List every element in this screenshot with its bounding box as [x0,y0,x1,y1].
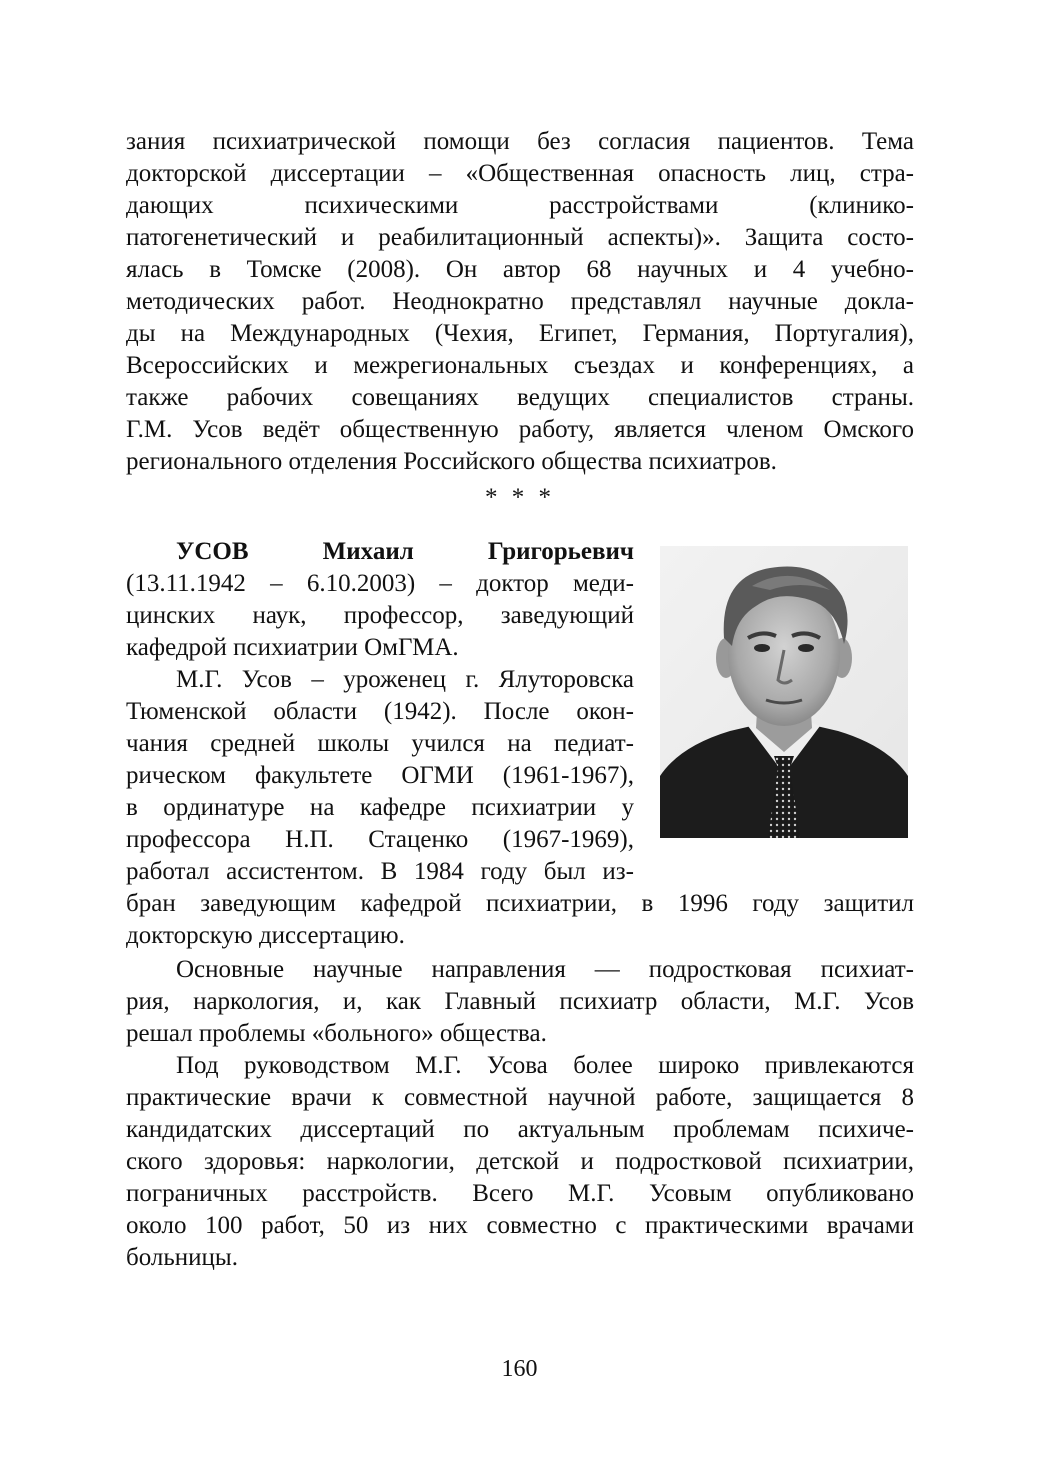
top-paragraph [126,126,914,478]
text-line: рия, наркология, и, как Главный психиатр области, М.Г. Усов [126,988,914,1015]
text-line: больницы. [126,1244,238,1271]
section-separator: * * * [485,484,555,511]
bio-column [126,536,634,888]
text-line: профессора Н.П. Стаценко (1967-1969), [126,826,634,853]
text-line: чания средней школы учился на педиат- [126,730,634,757]
text-line: решал проблемы «больного» общества. [126,1020,547,1047]
text-line: Под руководством М.Г. Усова более широко привлекаются [176,1052,914,1079]
text-line: Основные научные направления — подростковая психиат- [176,956,914,983]
text-line: работал ассистентом. В 1984 году был из- [126,858,634,885]
text-line: бран заведующим кафедрой психиатрии, в 1996 году защитил [126,890,914,917]
paragraph-leadership [126,1050,914,1274]
text-line: Г.М. Усов ведёт общественную работу, является членом Омского [126,416,914,443]
text-line: также рабочих совещаниях ведущих специалистов страны. [126,384,914,411]
text-line: (13.11.1942 – 6.10.2003) – доктор меди- [126,570,634,597]
portrait-photo [660,546,908,838]
bio-name: УСОВ Михаил Григорьевич [176,538,634,565]
text-line: докторской диссертации – «Общественная опасность лиц, стра- [126,160,914,187]
text-line: Всероссийских и межрегиональных съездах и конференциях, а [126,352,914,379]
page-number: 160 [501,1356,538,1382]
text-line: пограничных расстройств. Всего М.Г. Усовым опубликовано [126,1180,914,1207]
text-line: в ординатуре на кафедре психиатрии у [126,794,634,821]
paragraph-directions [126,954,914,1050]
text-line: дающих психическими расстройствами (клинико- [126,192,914,219]
portrait-image [660,546,908,838]
text-line: кафедрой психиатрии ОмГМА. [126,634,459,661]
text-line: рическом факультете ОГМИ (1961-1967), [126,762,634,789]
text-line: регионального отделения Российского общества психиатров. [126,448,777,475]
text-line: методических работ. Неоднократно представлял научные доклa- [126,288,914,315]
text-line: около 100 работ, 50 из них совместно с практическими врачами [126,1212,914,1239]
text-line: кандидатских диссертаций по актуальным проблемам психиче- [126,1116,914,1143]
text-line: ды на Международных (Чехия, Египет, Германия, Португалия), [126,320,914,347]
text-line: практические врачи к совместной научной работе, защищается 8 [126,1084,914,1111]
text-line: ского здоровья: наркологии, детской и подростковой психиатрии, [126,1148,914,1175]
text-line: ялась в Томске (2008). Он автор 68 научных и 4 учебно- [126,256,914,283]
text-line: М.Г. Усов – уроженец г. Ялуторовска [176,666,634,693]
text-line: патогенетический и реабилитационный аспекты)». Защита состо- [126,224,914,251]
text-line: зания психиатрической помощи без согласия пациентов. Тема [126,128,914,155]
bio-continuation [126,888,914,952]
text-line: цинских наук, профессор, заведующий [126,602,634,629]
text-line: докторскую диссертацию. [126,922,405,949]
text-line: Тюменской области (1942). После окон- [126,698,634,725]
